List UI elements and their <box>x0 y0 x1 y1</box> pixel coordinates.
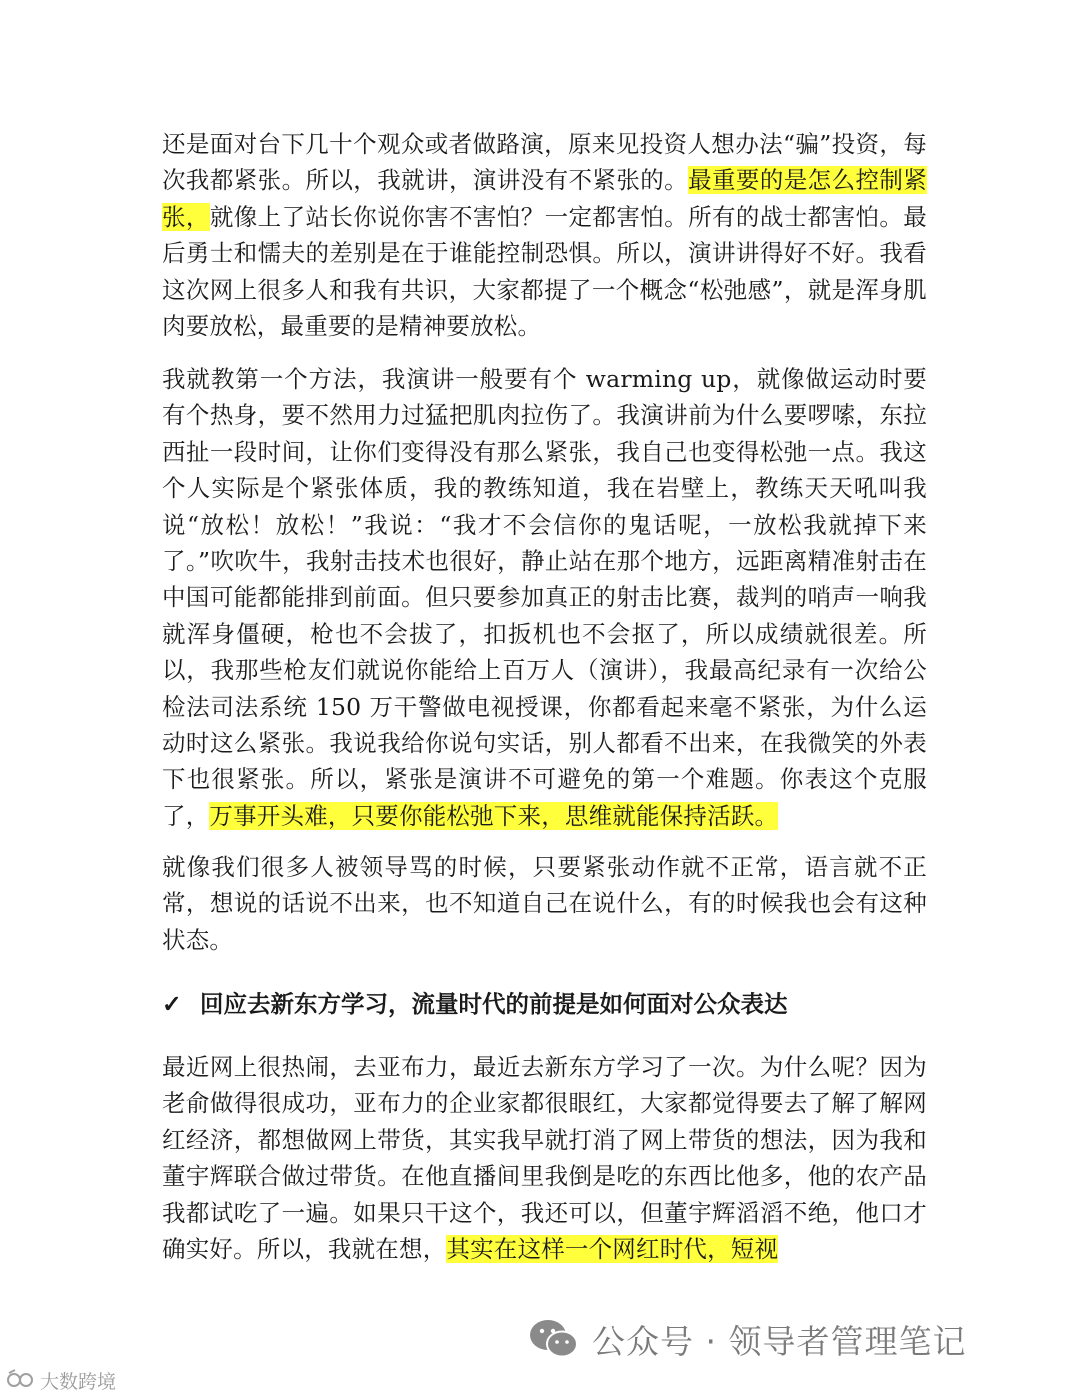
paragraph-4-highlight: 其实在这样一个网红时代，短视 <box>446 1235 779 1264</box>
paragraph-2-highlight: 万事开头难，只要你能松弛下来，思维就能保持活跃。 <box>209 801 779 830</box>
watermark-text: 公众号 · 领导者管理笔记 <box>592 1321 967 1361</box>
paragraph-3-text: 就像我们很多人被领导骂的时候，只要紧张动作就不正常，语言就不正常，想说的话说不出来，也不知道自己在说什么，有的时候我也会有这种状态。 <box>162 853 927 954</box>
wechat-watermark <box>528 1314 966 1364</box>
paragraph-2-text: 我就教第一个方法，我演讲一般要有个 warming up，就像做运动时要有个热身，要不然用力过猛把肌肉拉伤了。我演讲前为什么要啰嗦，东拉西扯一段时间，让你们变得没有那么紧张，我自己也变得松弛一点。我这个人实际是个紧张体质，我的教练知道，我在岩壁上，教练天天吼叫我说“放松！放松！”我说：“我才不会信你的鬼话呢，一放松我就掉下来了。”吹吹牛，我射击技术也很好，静止站在那个地方，远距离精准射击在中国可能都能排到前面。但只要参加真正的射击比赛，裁判的哨声一响我就浑身僵硬，枪也不会拔了，扣扳机也不会抠了，所以成绩就很差。所以，我那些枪友们就说你能给上百万人（演讲），我最高纪录有一次给公检法司法系统 150 万干警做电视授课，你都看起来毫不紧张，为什么运动时这么紧张。我说我给你说句实话，别人都看不出来，在我微笑的外表下也很紧张。所以，紧张是演讲不可避免的第一个难题。你表这个克服了， <box>162 365 927 830</box>
paragraph-1-text: 还是面对台下几十个观众或者做路演，原来见投资人想办法“骗”投资，每次我都紧张。所以，我就讲，演讲没有不紧张的。 <box>162 130 927 195</box>
paragraph-1-text-after: 就像上了站长你说你害不害怕？一定都害怕。所有的战士都害怕。最后勇士和懦夫的差别是在于谁能控制恐惧。所以，演讲讲得好不好。我看这次网上很多人和我有共识，大家都提了一个概念“松弛感”，就是浑身肌肉要放松，最重要的是精神要放松。 <box>162 202 927 341</box>
paragraph-4-text: 最近网上很热闹，去亚布力，最近去新东方学习了一次。为什么呢？因为老俞做得很成功，亚布力的企业家都很眼红，大家都觉得要去了解了解网红经济，都想做网上带货，其实我早就打消了网上带货的想法，因为我和董宇辉联合做过带货。在他直播间里我倒是吃的东西比他多，他的农产品我都试吃了一遍。如果只干这个，我还可以，但董宇辉滔滔不绝，他口才确实好。所以，我就在想， <box>162 1053 927 1264</box>
brand-text: 大数跨境 <box>40 1370 117 1393</box>
paragraph-1 <box>162 126 927 344</box>
brand-footer <box>6 1366 116 1394</box>
wechat-icon <box>528 1317 580 1361</box>
paragraph-1-highlight: 最重要的是怎么控制紧张， <box>162 166 928 231</box>
section-heading-text: 回应去新东方学习，流量时代的前提是如何面对公众表达 <box>200 990 788 1018</box>
paragraph-4 <box>162 1049 927 1267</box>
brand-logo-icon <box>6 1368 36 1392</box>
check-icon: ✓ <box>162 990 182 1018</box>
section-heading <box>162 986 927 1022</box>
paragraph-3 <box>162 849 927 958</box>
paragraph-2 <box>162 361 927 834</box>
